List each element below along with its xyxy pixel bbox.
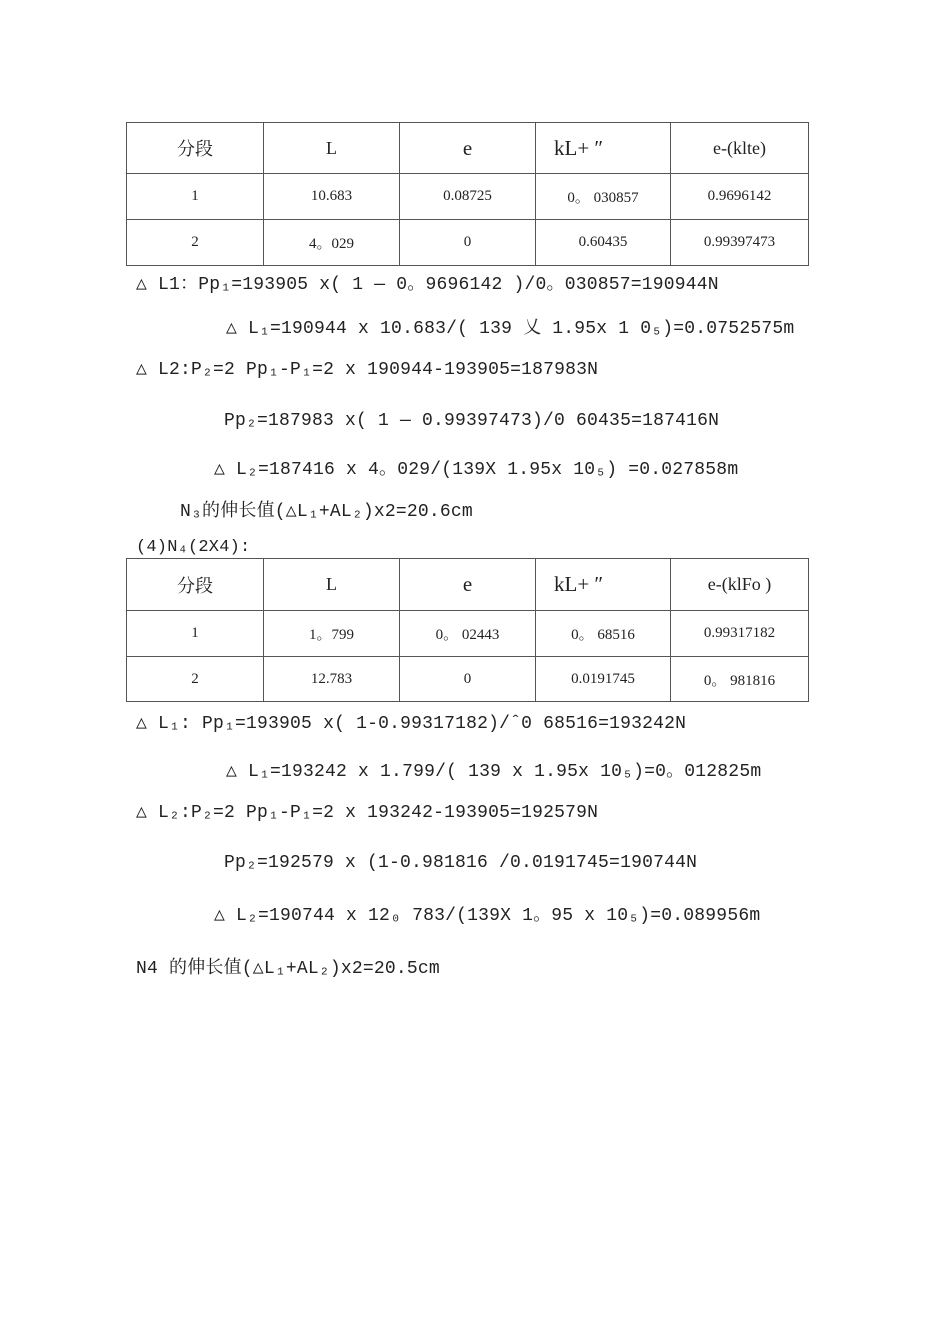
cell-kl: 0.0191745 bbox=[536, 657, 671, 702]
cell-e: 0.08725 bbox=[400, 174, 536, 220]
cell-exp: 0.99397473 bbox=[671, 220, 809, 266]
cell-l: 12.783 bbox=[264, 657, 400, 702]
calc2-result: N4 的伸长值(△L₁+AL₂)x2=20.5cm bbox=[136, 959, 440, 979]
header-exp: e-(klte) bbox=[671, 123, 809, 174]
header-kl: kL+ ″ bbox=[536, 559, 671, 611]
table-row bbox=[127, 220, 809, 266]
calc1-line1: △ L1：Pp₁=193905 x( 1 — 0。9696142 )/0。030857=190944N bbox=[136, 275, 719, 295]
cell-exp: 0。 981816 bbox=[671, 657, 809, 702]
table-row bbox=[127, 657, 809, 702]
table-row bbox=[127, 174, 809, 220]
cell-l: 4。029 bbox=[264, 220, 400, 266]
cell-segment: 2 bbox=[127, 657, 264, 702]
header-e: e bbox=[400, 559, 536, 611]
cell-l: 10.683 bbox=[264, 174, 400, 220]
calc2-line5: △ L₂=190744 x 12₀ 783/(139X 1。95 x 10₅)=0.089956m bbox=[214, 906, 761, 926]
header-segment: 分段 bbox=[127, 123, 264, 174]
cell-e: 0 bbox=[400, 220, 536, 266]
cell-kl: 0.60435 bbox=[536, 220, 671, 266]
calc1-line4: Pp₂=187983 x( 1 — 0.99397473)/0 60435=187416N bbox=[224, 411, 720, 431]
cell-kl: 0。 68516 bbox=[536, 611, 671, 657]
cell-l: 1。799 bbox=[264, 611, 400, 657]
header-exp: e-(klFo ) bbox=[671, 559, 809, 611]
cell-segment: 1 bbox=[127, 174, 264, 220]
header-kl: kL+ ″ bbox=[536, 123, 671, 174]
section-heading-n4: (4)N₄(2X4): bbox=[136, 538, 251, 557]
calc2-line4: Pp₂=192579 x (1-0.981816 /0.0191745=190744N bbox=[224, 853, 698, 873]
cell-exp: 0.9696142 bbox=[671, 174, 809, 220]
segment-table-2 bbox=[126, 558, 809, 702]
cell-segment: 2 bbox=[127, 220, 264, 266]
segment-table-1 bbox=[126, 122, 809, 266]
table-header-row bbox=[127, 559, 809, 611]
calc1-result: N₃的伸长值(△L₁+AL₂)x2=20.6cm bbox=[180, 502, 473, 522]
header-l: L bbox=[264, 123, 400, 174]
cell-exp: 0.99317182 bbox=[671, 611, 809, 657]
cell-e: 0。 02443 bbox=[400, 611, 536, 657]
cell-kl: 0。 030857 bbox=[536, 174, 671, 220]
calc1-line5: △ L₂=187416 x 4。029/(139X 1.95x 10₅) =0.027858m bbox=[214, 460, 739, 480]
header-e: e bbox=[400, 123, 536, 174]
table-header-row bbox=[127, 123, 809, 174]
calc2-line2: △ L₁=193242 x 1.799/( 139 x 1.95x 10₅)=0。012825m bbox=[226, 762, 762, 782]
cell-segment: 1 bbox=[127, 611, 264, 657]
calc2-line3: △ L₂:P₂=2 Pp₁-P₁=2 x 193242-193905=192579N bbox=[136, 803, 599, 823]
calc1-line3: △ L2:P₂=2 Pp₁-P₁=2 x 190944-193905=187983N bbox=[136, 360, 599, 380]
calc1-line2: △ L₁=190944 x 10.683/( 139 乂 1.95x 1 0₅)=0.0752575m bbox=[226, 319, 795, 339]
cell-e: 0 bbox=[400, 657, 536, 702]
calc2-line1: △ L₁: Pp₁=193905 x( 1-0.99317182)/ˆ0 68516=193242N bbox=[136, 714, 687, 734]
header-segment: 分段 bbox=[127, 559, 264, 611]
table-row bbox=[127, 611, 809, 657]
header-l: L bbox=[264, 559, 400, 611]
